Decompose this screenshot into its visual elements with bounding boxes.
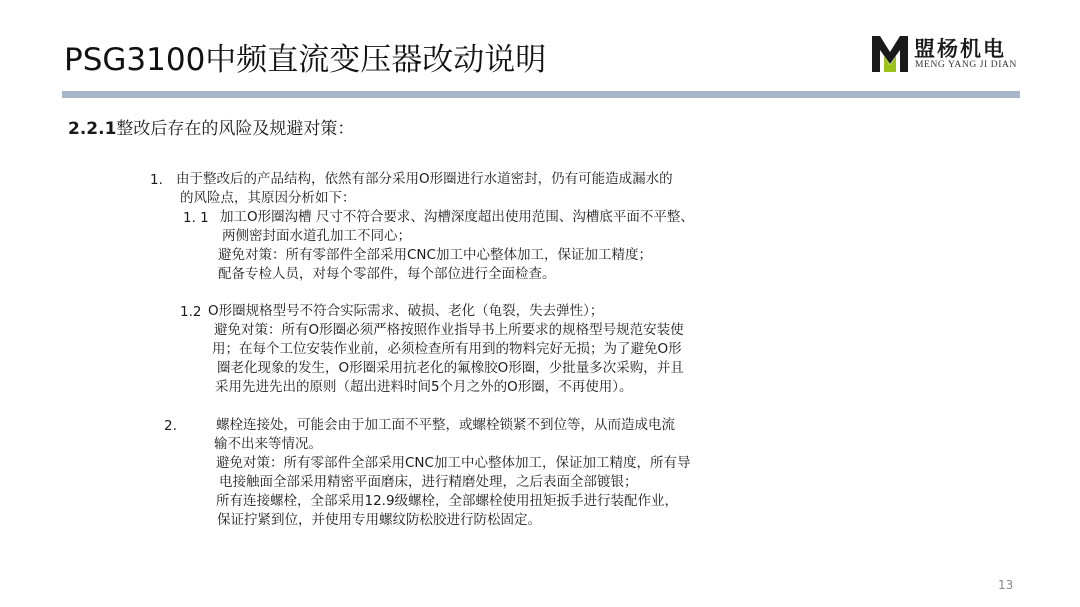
item-1-line: 由于整改后的产品结构，依然有部分采用O形圈进行水道密封，仍有可能造成漏水的: [176, 171, 673, 187]
page-number: 13: [998, 578, 1014, 592]
company-logo: [870, 32, 1030, 76]
item-1-line: 的风险点，其原因分析如下：: [180, 190, 356, 206]
subitem-1-1-line: 配备专检人员，对每个零部件，每个部位进行全面检查。: [218, 266, 556, 282]
subitem-1-2-marker: 1.2: [180, 304, 202, 320]
logo-mark-icon: [870, 32, 910, 74]
item-1-marker: 1.: [150, 172, 163, 188]
subitem-1-2-line: O形圈规格型号不符合实际需求、破损、老化（龟裂，失去弹性）；: [208, 303, 604, 319]
item-2-line: 输不出来等情况。: [214, 436, 322, 452]
item-2-line: 避免对策：所有零部件全部采用CNC加工中心整体加工，保证加工精度，所有导: [216, 455, 691, 471]
subitem-1-1-marker: 1. 1: [183, 210, 209, 226]
section-title: 整改后存在的风险及规避对策：: [116, 119, 355, 139]
subitem-1-2-line: 圈老化现象的发生，O形圈采用抗老化的氟橡胶O形圈，少批量多次采购，并且: [217, 360, 684, 376]
item-2-line: 电接触面全部采用精密平面磨床，进行精磨处理，之后表面全部镀银；: [219, 474, 638, 490]
subitem-1-1-line: 避免对策：所有零部件全部采用CNC加工中心整体加工，保证加工精度；: [218, 247, 652, 263]
header-divider: [62, 91, 1020, 98]
item-2-line: 所有连接螺栓，全部采用12.9级螺栓，全部螺栓使用扭矩扳手进行装配作业，: [216, 493, 679, 509]
subitem-1-2-line: 采用先进先出的原则（超出进料时间5个月之外的O形圈，不再使用）。: [215, 379, 633, 395]
section-number: 2.2.1: [68, 119, 117, 139]
item-2-line: 保证拧紧到位，并使用专用螺纹防松胶进行防松固定。: [217, 512, 541, 528]
logo-chinese-name: 盟杨机电: [914, 37, 1006, 61]
item-2-marker: 2.: [164, 418, 177, 434]
logo-english-name: MENG YANG JI DIAN: [915, 60, 1017, 70]
subitem-1-2-line: 用；在每个工位安装作业前，必须检查所有用到的物料完好无损；为了避免O形: [212, 341, 682, 357]
subitem-1-1-line: 两侧密封面水道孔加工不同心；: [222, 228, 411, 244]
page-title: PSG3100中频直流变压器改动说明: [64, 42, 547, 78]
subitem-1-2-line: 避免对策：所有O形圈必须严格按照作业指导书上所要求的规格型号规范安装使: [214, 322, 684, 338]
section-heading: [68, 114, 354, 139]
subitem-1-1-line: 加工O形圈沟槽 尺寸不符合要求、沟槽深度超出使用范围、沟槽底平面不平整、: [220, 209, 694, 225]
item-2-line: 螺栓连接处，可能会由于加工面不平整，或螺栓锁紧不到位等，从而造成电流: [216, 417, 675, 433]
